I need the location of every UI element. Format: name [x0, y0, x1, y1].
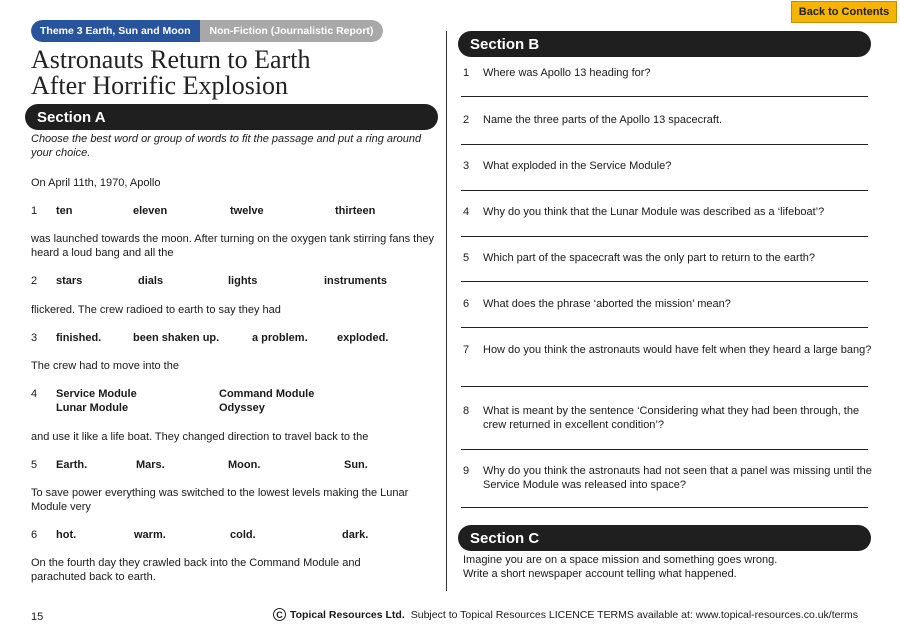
question-text: What exploded in the Service Module? — [483, 160, 672, 172]
answer-line[interactable] — [461, 507, 868, 508]
choice-option[interactable]: Command Module — [219, 388, 315, 400]
choice-option[interactable]: been shaken up. — [133, 332, 220, 344]
choice-row-1 — [31, 204, 431, 218]
choice-row-4 — [31, 387, 431, 415]
choice-number: 3 — [31, 332, 38, 344]
question-3 — [463, 159, 873, 173]
question-9 — [463, 464, 873, 492]
choice-option[interactable]: exploded. — [337, 332, 389, 344]
question-5 — [463, 251, 873, 265]
title-line-2: After Horrific Explosion — [31, 71, 289, 100]
choice-option[interactable]: finished. — [56, 332, 102, 344]
choice-option[interactable]: lights — [228, 275, 258, 287]
question-number: 9 — [463, 465, 470, 477]
theme-tag: Theme 3 Earth, Sun and Moon — [31, 20, 200, 42]
choice-number: 4 — [31, 388, 38, 400]
question-1 — [463, 66, 873, 80]
question-number: 4 — [463, 206, 470, 218]
licence-text: Subject to Topical Resources LICENCE TERMS available at: www.topical-resources.co.uk/terms — [410, 608, 858, 621]
column-divider — [446, 31, 447, 591]
answer-line[interactable] — [461, 281, 868, 282]
question-number: 5 — [463, 252, 470, 264]
question-4 — [463, 205, 873, 219]
question-number: 1 — [463, 67, 470, 79]
section-c-line-1: Imagine you are on a space mission and something goes wrong. — [463, 554, 778, 566]
choice-option[interactable]: Service Module — [56, 388, 137, 400]
question-text: How do you think the astronauts would have felt when they heard a large bang? — [483, 344, 872, 356]
section-c-heading: Section C — [458, 525, 871, 551]
passage-3: flickered. The crew radioed to earth to say they had — [31, 304, 281, 316]
choice-option[interactable]: a problem. — [252, 332, 308, 344]
choice-row-5 — [31, 458, 431, 472]
answer-line[interactable] — [461, 236, 868, 237]
answer-line[interactable] — [461, 190, 868, 191]
section-a-heading: Section A — [25, 104, 438, 130]
passage-2: was launched towards the moon. After turning on the oxygen tank stirring fans they heard a loud bang and all the — [31, 233, 434, 259]
choice-option[interactable]: hot. — [56, 529, 77, 541]
answer-line[interactable] — [461, 96, 868, 97]
passage-4: The crew had to move into the — [31, 360, 179, 372]
choice-option[interactable]: dials — [138, 275, 164, 287]
page-number: 15 — [31, 611, 44, 623]
choice-number: 5 — [31, 459, 38, 471]
choice-option[interactable]: Earth. — [56, 459, 88, 471]
question-text: Why do you think the astronauts had not seen that a panel was missing until the Service Module was released into space? — [483, 465, 872, 491]
choice-option[interactable]: Odyssey — [219, 402, 265, 414]
choice-option[interactable]: cold. — [230, 529, 256, 541]
question-number: 7 — [463, 344, 470, 356]
passage-6: To save power everything was switched to the lowest levels making the Lunar Module very — [31, 487, 409, 513]
choice-option[interactable]: instruments — [324, 275, 387, 287]
question-number: 3 — [463, 160, 470, 172]
choice-row-6 — [31, 528, 431, 542]
question-number: 6 — [463, 298, 470, 310]
choice-option[interactable]: Moon. — [228, 459, 261, 471]
answer-line[interactable] — [461, 144, 868, 145]
section-a-instruction: Choose the best word or group of words to fit the passage and put a ring around your choice. — [31, 133, 422, 159]
choice-row-2 — [31, 274, 431, 288]
choice-option[interactable]: twelve — [230, 205, 264, 217]
section-b-heading: Section B — [458, 31, 871, 57]
choice-option[interactable]: Mars. — [136, 459, 165, 471]
genre-tag: Non-Fiction (Journalistic Report) — [200, 20, 384, 42]
choice-option[interactable]: dark. — [342, 529, 369, 541]
question-text: Why do you think that the Lunar Module was described as a ‘lifeboat’? — [483, 206, 825, 218]
choice-number: 1 — [31, 205, 38, 217]
question-text: Name the three parts of the Apollo 13 spacecraft. — [483, 114, 723, 126]
topic-tags — [31, 20, 383, 42]
question-2 — [463, 113, 873, 127]
question-text: What does the phrase ‘aborted the mission’ mean? — [483, 298, 731, 310]
passage-7: On the fourth day they crawled back into the Command Module and parachuted back to earth. — [31, 557, 361, 583]
back-to-contents-button[interactable]: Back to Contents — [791, 1, 897, 23]
passage-1: On April 11th, 1970, Apollo — [31, 177, 161, 189]
question-number: 8 — [463, 405, 470, 417]
choice-option[interactable]: stars — [56, 275, 83, 287]
footer-copyright — [273, 608, 858, 621]
question-7 — [463, 343, 873, 371]
choice-number: 6 — [31, 529, 38, 541]
question-6 — [463, 297, 873, 311]
choice-option[interactable]: Lunar Module — [56, 402, 129, 414]
question-8 — [463, 404, 873, 432]
choice-option[interactable]: eleven — [133, 205, 168, 217]
section-c-line-2: Write a short newspaper account telling what happened. — [463, 568, 737, 580]
title-line-1: Astronauts Return to Earth — [31, 45, 311, 74]
publisher-name: Topical Resources Ltd. — [290, 608, 405, 621]
answer-line[interactable] — [461, 386, 868, 387]
question-text: Which part of the spacecraft was the only part to return to the earth? — [483, 252, 816, 264]
section-c-prompt — [463, 553, 873, 581]
answer-line[interactable] — [461, 327, 868, 328]
choice-option[interactable]: thirteen — [335, 205, 376, 217]
question-number: 2 — [463, 114, 470, 126]
page-title — [31, 47, 431, 99]
choice-option[interactable]: ten — [56, 205, 73, 217]
question-text: Where was Apollo 13 heading for? — [483, 67, 651, 79]
question-text: What is meant by the sentence ‘Considering what they had been through, the crew returned in excellent condition’? — [483, 405, 860, 431]
choice-option[interactable]: Sun. — [344, 459, 368, 471]
choice-row-3 — [31, 331, 431, 345]
passage-5: and use it like a life boat. They changed direction to travel back to the — [31, 431, 369, 443]
choice-number: 2 — [31, 275, 38, 287]
answer-line[interactable] — [461, 449, 868, 450]
choice-option[interactable]: warm. — [134, 529, 166, 541]
copyright-icon: C — [273, 608, 286, 621]
